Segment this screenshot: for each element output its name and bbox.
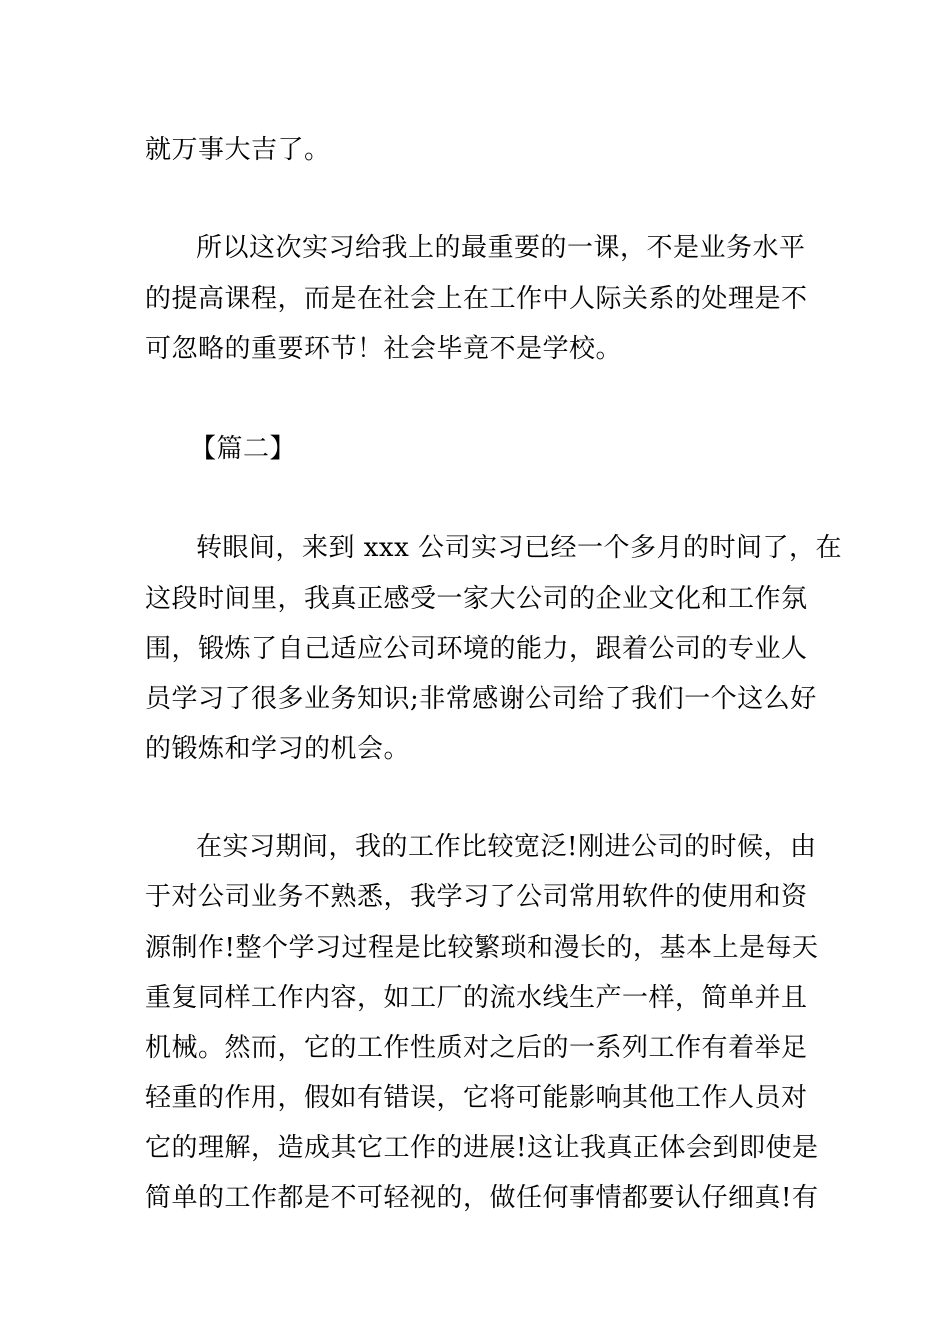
paragraph-3-line-6: 轻重的作用，假如有错误，它将可能影响其他工作人员对 <box>145 1083 808 1113</box>
paragraph-3-line-5: 机械。然而，它的工作性质对之后的一系列工作有着举足 <box>145 1033 808 1063</box>
paragraph-2-line-3: 围，锻炼了自己适应公司环境的能力，跟着公司的专业人 <box>145 634 808 664</box>
paragraph-3-line-4: 重复同样工作内容，如工厂的流水线生产一样，简单并且 <box>145 983 808 1013</box>
paragraph-2-line-2: 这段时间里，我真正感受一家大公司的企业文化和工作氛 <box>145 584 808 614</box>
paragraph-1-line-2: 的提高课程，而是在社会上在工作中人际关系的处理是不 <box>145 284 808 314</box>
paragraph-3-line-7: 它的理解，造成其它工作的进展!这让我真正体会到即使是 <box>145 1133 819 1163</box>
paragraph-3-line-3: 源制作!整个学习过程是比较繁琐和漫长的，基本上是每天 <box>145 933 819 963</box>
fragment-line: 就万事大吉了。 <box>145 135 331 165</box>
paragraph-3-line-8: 简单的工作都是不可轻视的，做任何事情都要认仔细真!有 <box>145 1183 819 1213</box>
section-heading: 【篇二】 <box>190 434 297 464</box>
paragraph-2-line-4: 员学习了很多业务知识;非常感谢公司给了我们一个这么好 <box>145 684 817 714</box>
paragraph-2-line-5: 的锻炼和学习的机会。 <box>145 734 411 764</box>
paragraph-1-line-1: 所以这次实习给我上的最重要的一课，不是业务水平 <box>196 233 806 263</box>
paragraph-3-line-1: 在实习期间，我的工作比较宽泛!刚进公司的时候，由 <box>196 832 817 862</box>
paragraph-3-line-2: 于对公司业务不熟悉，我学习了公司常用软件的使用和资 <box>145 882 808 912</box>
paragraph-1-line-3: 可忽略的重要环节！社会毕竟不是学校。 <box>145 334 623 364</box>
paragraph-2-line-1: 转眼间，来到 xxx 公司实习已经一个多月的时间了，在 <box>196 533 843 563</box>
